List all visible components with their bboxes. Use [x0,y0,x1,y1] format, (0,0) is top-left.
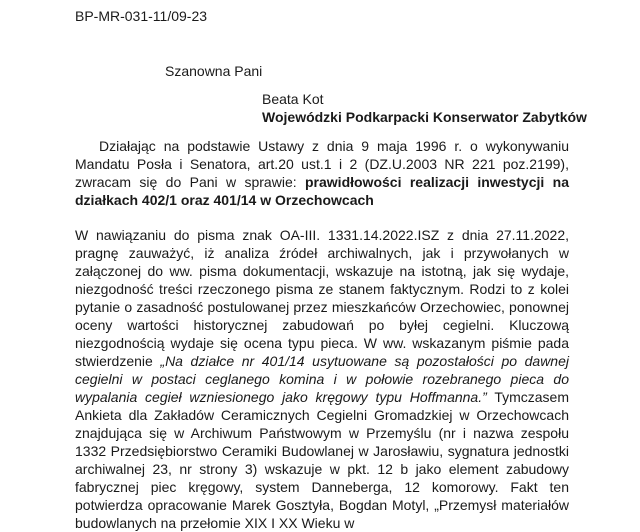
paragraph-2-quote: „Na działce nr 401/14 usytuowane są pozostałości po dawnej cegielni w postaci ceglanego komina i w połowie rozebranego pieca do wypalania cegieł wzniesionego jako kręgowy typu Hoffmanna.” [75,353,569,405]
paragraph-1-text: Działając na podstawie Ustawy z dnia 9 maja 1996 r. o wykonywaniu Mandatu Posła i Senatora, art.20 ust.1 i 2 (DZ.U.2003 NR 221 poz.2199), zwracam się do Pani w sprawie: [75,138,569,190]
paragraph-2-part1: W nawiązaniu do pisma znak OA-III. 1331.14.2022.ISZ z dnia 27.11.2022, pragnę zauważyć, iż analiza źródeł archiwalnych, jak i przywołanych w załączonej do ww. pisma dokumentacji, wskazuje na istotną, jak się wydaje, niezgodność treści rzeczonego pisma ze stanem faktycznym. Rodzi to z kolei pytanie o zasadność postulowanej przez mieszkańców Orzechowiec, ponownej oceny wartości historycznej zabudowań po byłej cegielni. Kluczową niezgodnością wydaje się ocena typu pieca. W ww. wskazanym piśmie pada stwierdzenie [75,227,569,369]
recipient-title: Wojewódzki Podkarpacki Konserwator Zabytków [262,109,587,125]
salutation: Szanowna Pani [165,63,263,79]
paragraph-1 [75,137,569,209]
paragraph-2-part2: Tymczasem Ankieta dla Zakładów Ceramicznych Cegielni Gromadzkiej w Orzechowcach znajdująca się w Archiwum Państwowym w Przemyślu (nr i nazwa zespołu 1332 Przedsiębiorstwo Ceramiki Budowlanej w Jarosławiu, sygnatura jednostki archiwalnej 23, nr strony 3) wskazuje w pkt. 12 b jako element zabudowy fabrycznej piec kręgowy, system Danneberga, 12 komorowy. Fakt ten potwierdza opracowanie Marek Gosztyła, Bogdan Motyl, „Przemysł materiałów budowlanych na przełomie XIX I XX Wieku w [75,389,570,531]
recipient-name: Beata Kot [262,91,324,107]
reference-number: BP-MR-031-11/09-23 [75,8,208,24]
paragraph-1-subject: prawidłowości realizacji inwestycji na działkach 402/1 oraz 401/14 w Orzechowcach [75,174,569,208]
paragraph-2 [75,226,569,532]
